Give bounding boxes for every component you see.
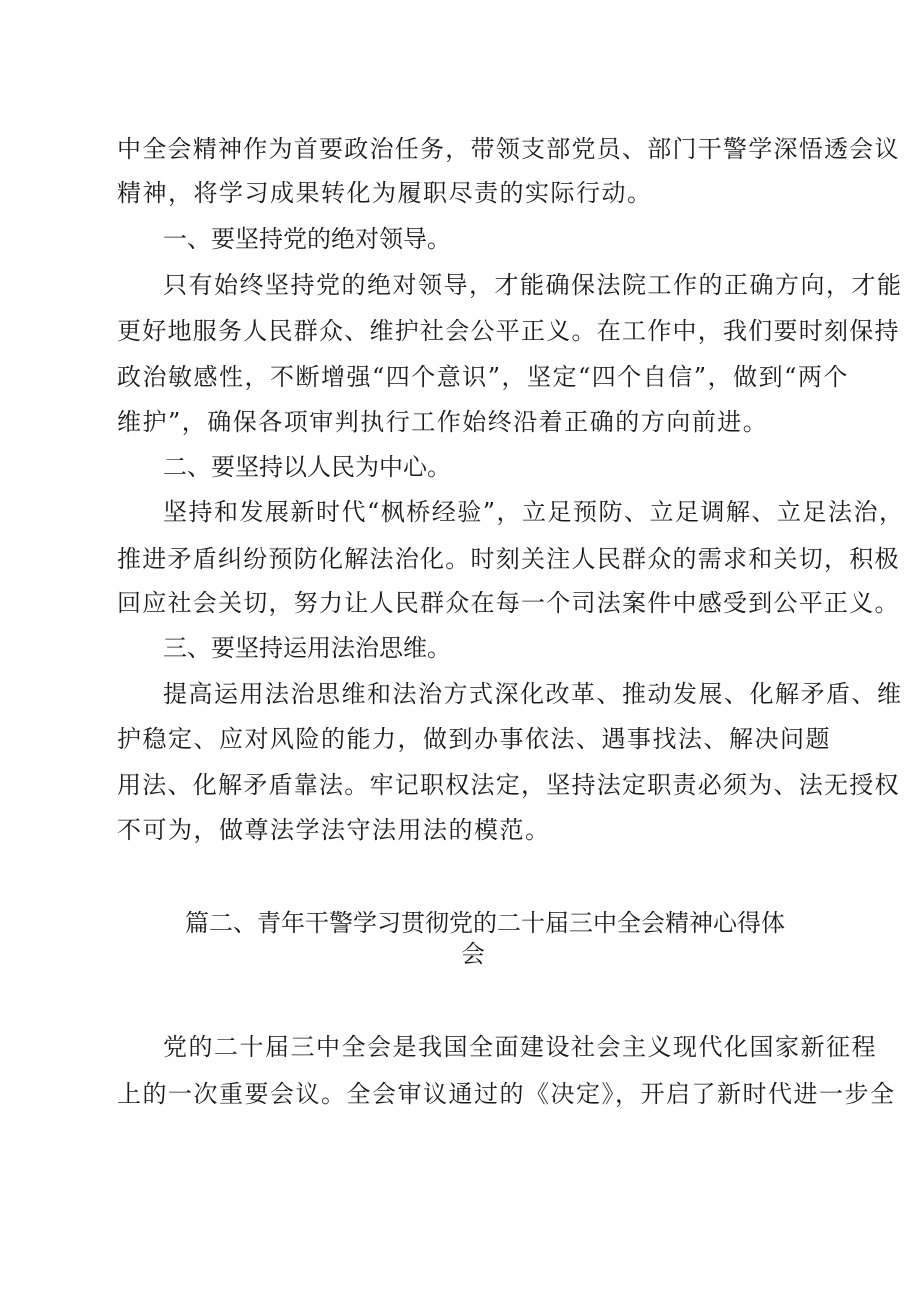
section-3-line-3: 用法、化解矛盾靠法。牢记职权法定，坚持法定职责必须为、法无授权 (117, 771, 900, 799)
article-2-line-1: 党的二十届三中全会是我国全面建设社会主义现代化国家新征程 (163, 1033, 877, 1061)
section-1-line-1: 只有始终坚持党的绝对领导，才能确保法院工作的正确方向，才能 (163, 271, 903, 299)
section-3-line-2: 护稳定、应对风险的能力，做到办事依法、遇事找法、解决问题 (117, 725, 831, 753)
intro-line-2: 精神，将学习成果转化为履职尽责的实际行动。 (117, 179, 653, 207)
section-2-line-1: 坚持和发展新时代“枫桥经验”，立足预防、立足调解、立足法治， (163, 498, 905, 526)
section-2-heading: 二、要坚持以人民为中心。 (163, 453, 451, 481)
section-3-heading: 三、要坚持运用法治思维。 (163, 634, 451, 662)
article-2-title-line-1: 篇二、青年干警学习贯彻党的二十届三中全会精神心得体 (185, 909, 785, 937)
section-2-line-2: 推进矛盾纠纷预防化解法治化。时刻关注人民群众的需求和关切，积极 (117, 545, 900, 573)
article-2-title-line-2: 会 (461, 940, 485, 968)
intro-line-1: 中全会精神作为首要政治任务，带领支部党员、部门干警学深悟透会议 (117, 135, 900, 163)
section-3-line-4: 不可为，做尊法学法守法用法的模范。 (117, 816, 551, 844)
section-1-line-4: 维护”，确保各项审判执行工作始终沿着正确的方向前进。 (117, 408, 769, 436)
section-1-heading: 一、要坚持党的绝对领导。 (163, 225, 451, 253)
section-3-line-1: 提高运用法治思维和法治方式深化改革、推动发展、化解矛盾、维 (163, 680, 903, 708)
section-1-line-3: 政治敏感性，不断增强“四个意识”，坚定“四个自信”，做到“两个 (117, 363, 849, 391)
section-1-line-2: 更好地服务人民群众、维护社会公平正义。在工作中，我们要时刻保持 (117, 317, 900, 345)
article-2-line-2: 上的一次重要会议。全会审议通过的《决定》，开启了新时代进一步全 (117, 1080, 896, 1108)
section-2-line-3: 回应社会关切，努力让人民群众在每一个司法案件中感受到公平正义。 (117, 589, 900, 617)
